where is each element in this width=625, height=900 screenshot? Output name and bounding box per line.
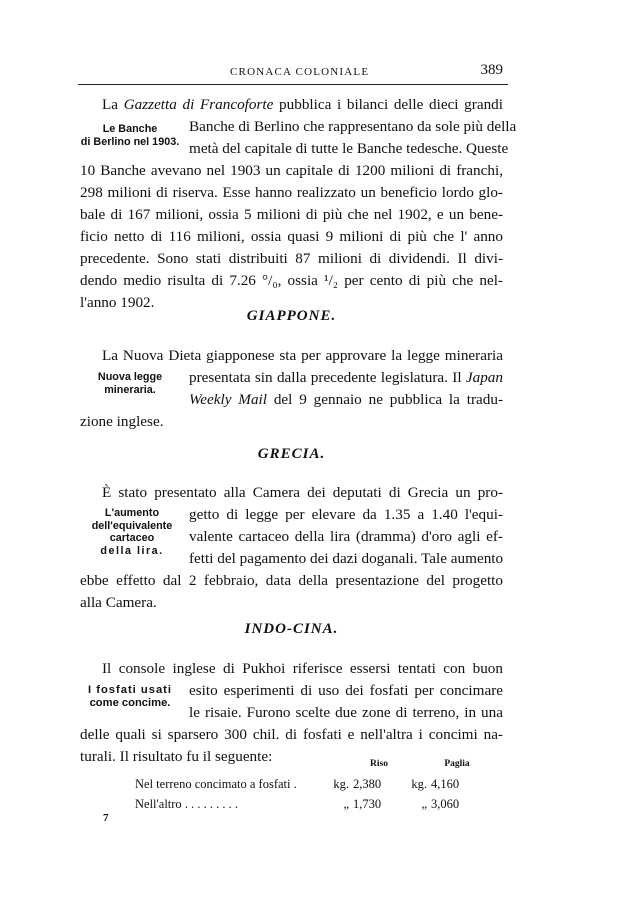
text-line: Il console inglese di Pukhoi riferisce essersi tentati con buon [102, 660, 503, 677]
section-heading-grecia: GRECIA. [257, 446, 326, 462]
table-header-row [135, 754, 483, 774]
text-line: alla Camera. [80, 594, 157, 611]
text-line: esito esperimenti di uso dei fosfati per concimare [189, 682, 503, 699]
text-line: l'anno 1902. [80, 294, 155, 311]
text-line: dendo medio risulta di 7.26 °/₀, ossia ¹/₂ per cento di più che nel- [80, 272, 503, 289]
margin-note-line: Nuova legge [97, 371, 163, 383]
text-line: La Gazzetta di Francoforte pubblica i bilanci delle dieci grandi [102, 96, 503, 113]
text-line: 10 Banche avevano nel 1903 un capitale di 1200 milioni di franchi, [80, 162, 503, 179]
column-header-paglia: Paglia [444, 759, 470, 769]
text-line: La Nuova Dieta giapponese sta per approvare la legge mineraria [102, 347, 503, 364]
margin-note-line: mineraria. [104, 383, 156, 396]
row-value-paglia: 4,160 [431, 776, 460, 791]
text-line: precedente. Sono stati distribuiti 87 milioni di dividendi. Il divi- [80, 250, 503, 267]
text-line: Weekly Mail del 9 gennaio ne pubblica la tradu- [189, 391, 503, 408]
section-heading-giappone: GIAPPONE. [246, 308, 337, 324]
text-line: delle quali si sparsero 300 chil. di fosfati e nell'altra i concimi na- [80, 726, 503, 743]
row-unit: kg. [333, 776, 349, 791]
running-title: CRONACA COLONIALE [230, 66, 370, 78]
text-line: le risaie. Furono scelte due zone di terreno, in una [189, 704, 503, 721]
row-unit: kg. [411, 776, 427, 791]
margin-note-line: di Berlino nel 1903. [80, 135, 180, 148]
row-unit: „ [343, 796, 349, 811]
margin-note-line: dell'equivalente [91, 519, 173, 532]
table-row [135, 794, 483, 814]
text-line: metà del capitale di tutte le Banche tedesche. Queste [189, 140, 509, 157]
running-header [78, 62, 508, 82]
row-value-paglia: 3,060 [431, 796, 460, 811]
signature-mark: 7 [103, 812, 109, 824]
text-line: presentata sin dalla precedente legislatura. Il Japan [189, 369, 503, 386]
margin-note-line: I fosfati usati [88, 684, 172, 696]
row-value-riso: 1,730 [353, 796, 382, 811]
paragraph-grecia [80, 482, 503, 614]
text-line: 298 milioni di riserva. Esse hanno realizzato un beneficio lordo glo- [80, 184, 503, 201]
row-unit: „ [421, 796, 427, 811]
text-line: È stato presentato alla Camera dei deputati di Grecia un pro- [102, 484, 503, 501]
text-line: valente cartaceo della lira (dramma) d'oro agli ef- [189, 528, 503, 545]
row-label: Nell'altro . . . . . . . . . [135, 796, 238, 811]
row-label: Nel terreno concimato a fosfati . [135, 776, 297, 791]
margin-note-line: della lira. [100, 544, 164, 557]
margin-note-line: L'aumento [104, 507, 160, 519]
table-row [135, 774, 483, 794]
column-header-riso: Riso [370, 759, 388, 769]
text-line: ebbe effetto dal 2 febbraio, data della presentazione del progetto [80, 572, 503, 589]
paragraph-indocina [80, 658, 503, 768]
text-line: zione inglese. [80, 413, 164, 430]
newspaper-title: Gazzetta di Francoforte [123, 96, 274, 113]
text-line: ficio netto di 116 milioni, ossia quasi 9 milioni di più che l' anno [80, 228, 503, 245]
margin-note-line: cartaceo [109, 532, 155, 544]
text-line: bale di 167 milioni, ossia 5 milioni di più che nel 1902, e un bene- [80, 206, 503, 223]
newspaper-title: Japan [465, 369, 503, 386]
margin-note-line: Le Banche [102, 123, 158, 135]
newspaper-title: Weekly Mail [189, 391, 267, 408]
paragraph-banche [80, 94, 517, 314]
text-line: Banche di Berlino che rappresentano da sole più della [189, 118, 517, 135]
paragraph-giappone [80, 345, 503, 433]
text-line: turali. Il risultato fu il seguente: [80, 748, 273, 765]
margin-note-line: come concime. [89, 696, 171, 709]
text-line: getto di legge per elevare da 1.35 a 1.40 l'equi- [189, 506, 503, 523]
page-number: 389 [480, 62, 503, 78]
header-rule [78, 84, 508, 85]
section-heading-indocina: INDO-CINA. [244, 621, 339, 637]
text-line: fetti del pagamento dei dazi doganali. Tale aumento [189, 550, 504, 567]
row-value-riso: 2,380 [353, 776, 382, 791]
results-table [135, 754, 483, 814]
